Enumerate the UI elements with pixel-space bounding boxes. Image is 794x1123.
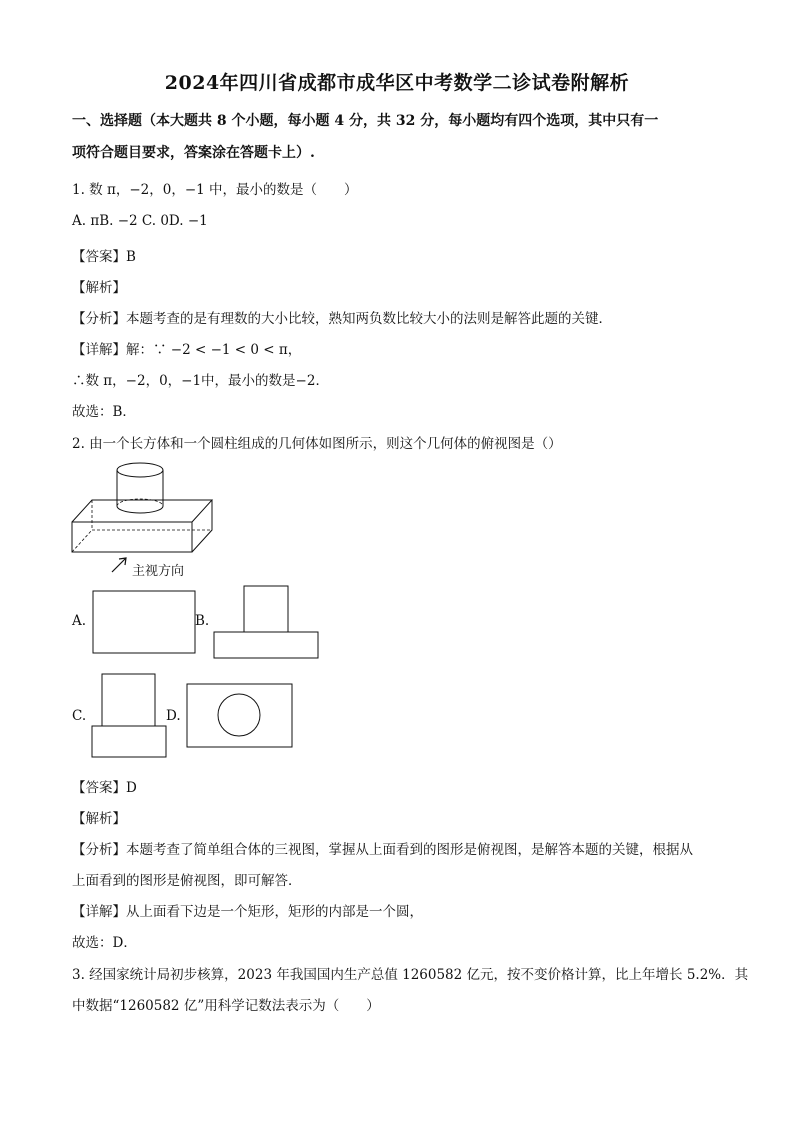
q2-option-c-figure [91, 673, 168, 759]
q1-therefore: ∴数 π，−2，0，−1中，最小的数是−2． [72, 373, 329, 389]
q2-analysis-heading: 【解析】 [72, 811, 126, 827]
q2-option-c-label: C. [72, 708, 87, 724]
q1-analysis-heading: 【解析】 [72, 280, 126, 296]
q1-options: A. πB. −2 C. 0D. −1 [72, 213, 208, 229]
view-direction-label: 主视方向 [132, 564, 185, 579]
q2-xiangjie: 【详解】从上面看下边是一个矩形，矩形的内部是一个圆， [72, 904, 423, 920]
q2-option-d-figure [186, 683, 294, 749]
q1-choose: 故选：B． [72, 404, 136, 420]
q1-answer: 【答案】B [72, 249, 136, 265]
q3-stem-line1: 3. 经国家统计局初步核算，2023 年我国国内生产总值 1260582 亿元，按不变价格计算，比上年增长 5.2%．其 [72, 967, 749, 983]
q3-stem-line2: 中数据“1260582 亿”用科学记数法表示为（ ） [72, 998, 380, 1014]
page-title: 2024年四川省成都市成华区中考数学二诊试卷附解析 [164, 72, 630, 94]
q1-stem: 1. 数 π，−2，0，−1 中，最小的数是（ ） [72, 182, 358, 198]
q2-fenxi-line2: 上面看到的图形是俯视图，即可解答． [72, 873, 302, 889]
q2-option-b-figure [213, 585, 320, 660]
q2-fenxi-line1: 【分析】本题考查了简单组合体的三视图，掌握从上面看到的图形是俯视图，是解答本题的关键，根据从 [72, 842, 693, 858]
q2-option-a-label: A. [72, 613, 87, 629]
q2-stem: 2. 由一个长方体和一个圆柱组成的几何体如图所示，则这个几何体的俯视图是（） [72, 436, 562, 452]
section-header-line1: 一、选择题（本大题共 8 个小题，每小题 4 分，共 32 分，每小题均有四个选项，其中只有一 [72, 113, 659, 129]
q2-option-d-label: D. [166, 708, 181, 724]
section-header-line2: 项符合题目要求，答案涂在答题卡上）. [72, 145, 315, 161]
q2-choose: 故选：D． [72, 935, 137, 951]
q2-option-a-figure [92, 590, 196, 654]
q2-option-b-label: B. [195, 613, 210, 629]
q1-xiangjie: 【详解】解：∵ −2 < −1 < 0 < π， [72, 342, 302, 358]
q1-fenxi: 【分析】本题考查的是有理数的大小比较，熟知两负数比较大小的法则是解答此题的关键． [72, 311, 612, 327]
q2-answer: 【答案】D [72, 780, 137, 796]
